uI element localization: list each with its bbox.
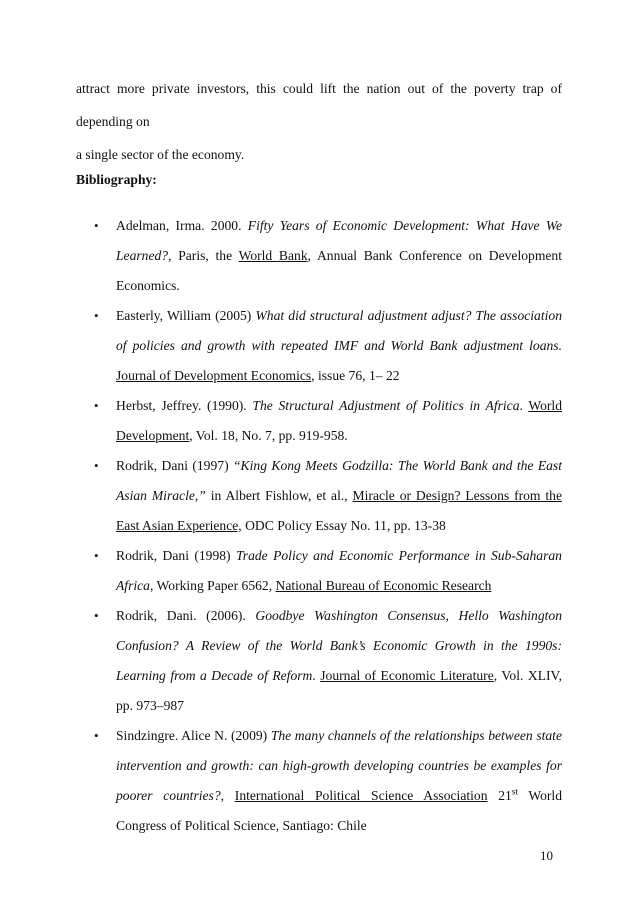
entry-authors: Rodrik, Dani (1998) — [116, 548, 236, 563]
entry-title: Fifty Years of Economic Development: What Have We Learned? — [116, 218, 562, 263]
intro-paragraph — [76, 72, 562, 171]
entry-text: , Working Paper 6562, — [149, 578, 276, 593]
bullet-icon: • — [94, 548, 99, 563]
entry-text: , — [220, 788, 235, 803]
bibliography-entry — [76, 301, 562, 391]
bibliography-entry — [76, 211, 562, 301]
intro-line-1: attract more private investors, this could lift the nation out of the poverty trap of depending on — [76, 81, 562, 129]
entry-publisher-link[interactable]: World Bank — [238, 248, 308, 263]
entry-authors: Adelman, Irma. 2000. — [116, 218, 248, 233]
entry-text: , Paris, the — [168, 248, 239, 263]
entry-details: , issue 76, 1– 22 — [311, 368, 400, 383]
entry-title: What did structural adjustment adjust? The association of policies and growth with repeated IMF and World Bank adjustment loans. — [116, 308, 562, 353]
bibliography-entry — [76, 541, 562, 601]
entry-publisher-link[interactable]: National Bureau of Economic Research — [275, 578, 492, 593]
entry-journal-link[interactable]: Journal of Development Economics — [116, 368, 312, 383]
entry-details: , Vol. 18, No. 7, pp. 919-958. — [189, 428, 348, 443]
entry-journal-link[interactable]: Journal of Economic Literature — [320, 668, 494, 683]
entry-text: . — [519, 398, 529, 413]
entry-details: ODC Policy Essay No. 11, pp. 13-38 — [241, 518, 446, 533]
entry-title: Trade Policy and Economic Performance in Sub-Saharan Africa — [116, 548, 562, 593]
bullet-icon: • — [94, 218, 99, 233]
entry-book-link[interactable]: Miracle or Design? Lessons from the East Asian Experience, — [116, 488, 562, 533]
entry-title: “King Kong Meets Godzilla: The World Bank and the East Asian Miracle,” — [116, 458, 562, 503]
bibliography-entry — [76, 391, 562, 451]
entry-details: , Annual Bank Conference on Development Economics. — [116, 248, 562, 293]
entry-details-rest: World Congress of Political Science, Santiago: Chile — [116, 788, 562, 833]
entry-details: 21 — [487, 788, 512, 803]
entry-text: . — [312, 668, 321, 683]
bullet-icon: • — [94, 728, 99, 743]
entry-details: , Vol. XLIV, pp. 973–987 — [116, 668, 563, 713]
entry-authors: Herbst, Jeffrey. (1990). — [116, 398, 253, 413]
bibliography-entry — [76, 451, 562, 541]
page-number: 10 — [540, 848, 553, 863]
entry-authors: Easterly, William (2005) — [116, 308, 256, 323]
bullet-icon: • — [94, 308, 99, 323]
entry-authors: Rodrik, Dani (1997) — [116, 458, 233, 473]
entry-organization-link[interactable]: International Political Science Association — [234, 788, 488, 803]
entry-title: Goodbye Washington Consensus, Hello Washington Confusion? A Review of the World Bank’s Economic Growth in the 1990s: Learning from a Decade of Reform — [116, 608, 562, 683]
bibliography-heading: Bibliography: — [76, 172, 157, 187]
bibliography-entry — [76, 601, 562, 721]
bullet-icon: • — [94, 398, 99, 413]
intro-line-2: a single sector of the economy. — [76, 147, 245, 162]
entry-authors: Rodrik, Dani. (2006). — [116, 608, 256, 623]
entry-journal-link[interactable]: World Development — [116, 398, 562, 443]
bullet-icon: • — [94, 608, 99, 623]
entry-title: The Structural Adjustment of Politics in Africa — [252, 398, 520, 413]
bibliography-list — [76, 211, 562, 841]
entry-title: The many channels of the relationships between state intervention and growth: can high-growth developing countries be examples for poorer countries? — [116, 728, 562, 803]
entry-authors: Sindzingre. Alice N. (2009) — [116, 728, 271, 743]
ordinal-suffix: st — [511, 786, 518, 797]
entry-text: in Albert Fishlow, et al., — [205, 488, 353, 503]
bullet-icon: • — [94, 458, 99, 473]
bibliography-entry — [76, 721, 562, 841]
